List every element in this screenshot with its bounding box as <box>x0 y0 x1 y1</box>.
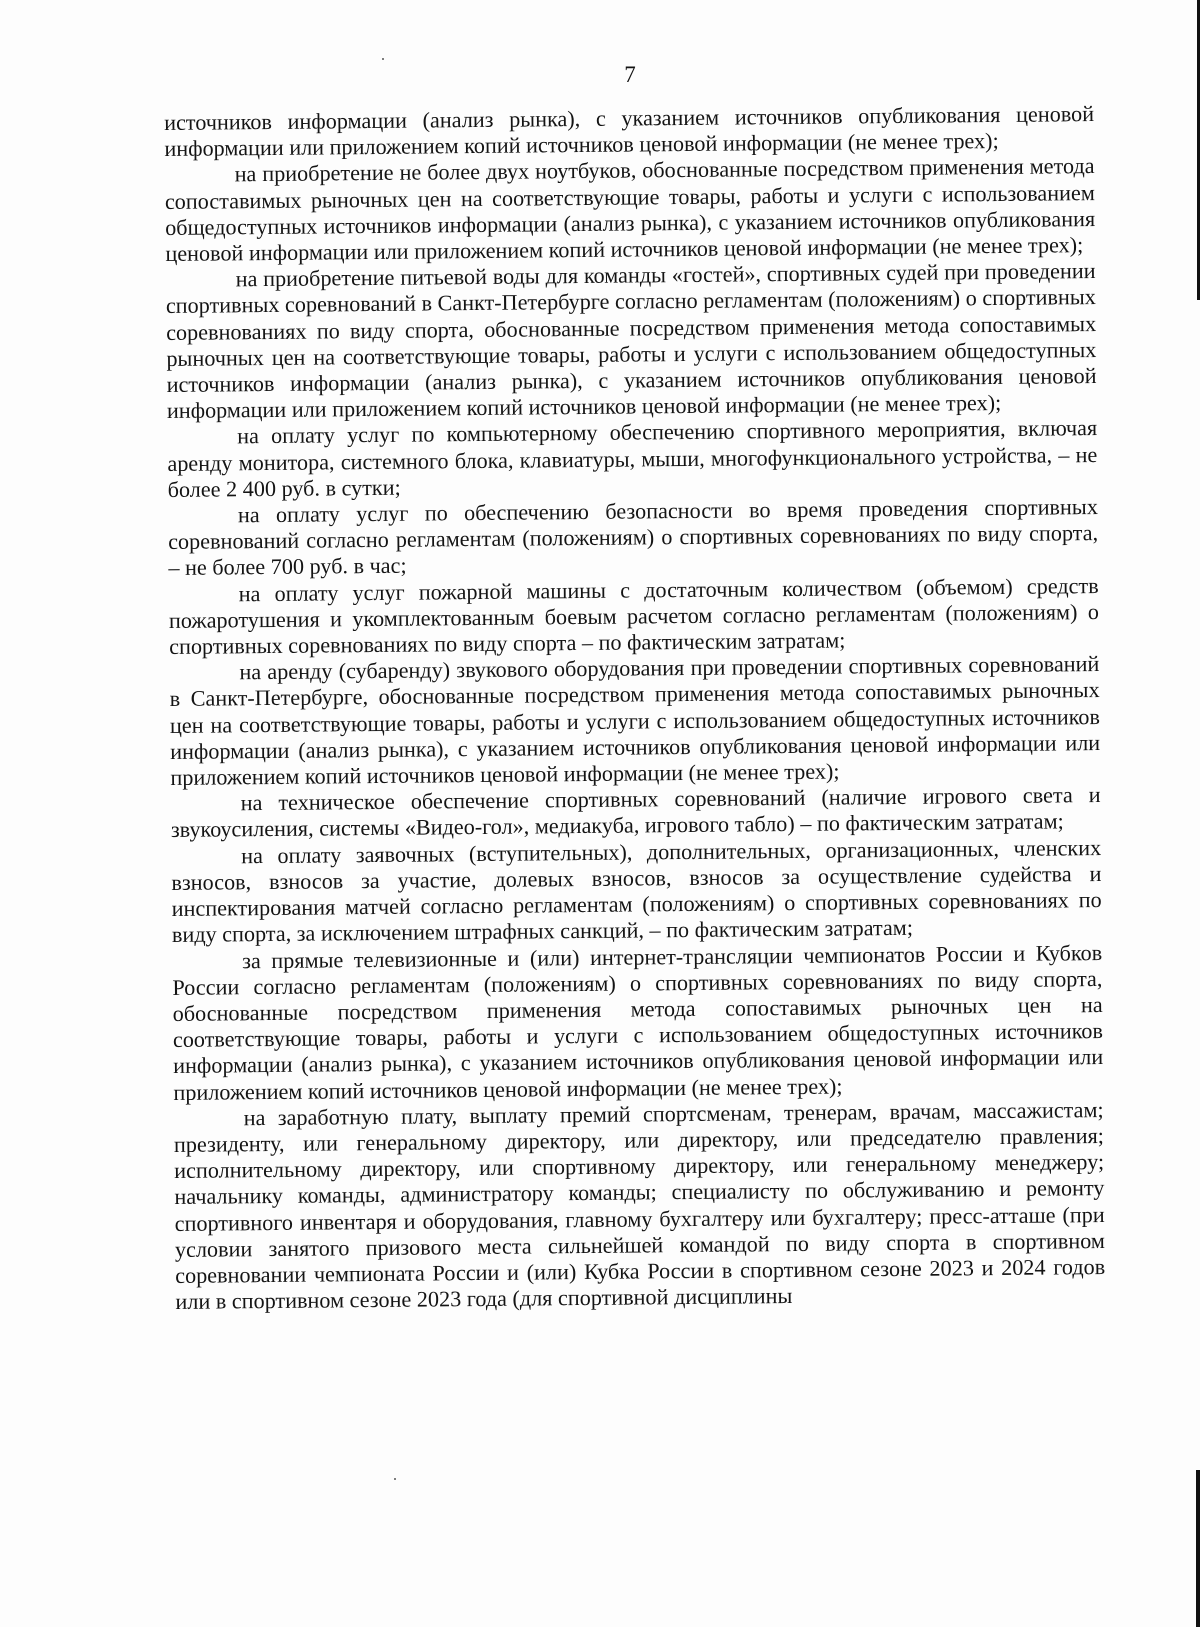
paragraph-fire-truck: на оплату услуг пожарной машины с достаточным количеством (объемом) средств пожаротушения и укомплектованным боевым расчетом согласно регламентам (положениям) о спортивных соревнованиях по виду спорта – по фактическим затратам; <box>168 572 1099 660</box>
paragraph-sound-equipment: на аренду (субаренду) звукового оборудования при проведении спортивных соревнований в Санкт-Петербурге, обоснованные посредством применения метода сопоставимых рыночных цен на соответствующие товары, работы и услуги с использованием общедоступных источников информации (анализ рынка), с указанием источников опубликования ценовой информации или приложением копий источников ценовой информации (не менее трех); <box>169 651 1101 791</box>
scan-speck <box>394 1478 396 1480</box>
paragraph-continuation: источников информации (анализ рынка), с указанием источников опубликования ценовой информации или приложением копий источников ценовой информации (не менее трех); <box>164 101 1095 162</box>
paragraph-laptops: на приобретение не более двух ноутбуков, обоснованные посредством применения метода сопоставимых рыночных цен на соответствующие товары, работы и услуги с использованием общедоступных источников информации (анализ рынка), с указанием источников опубликования ценовой информации или приложением копий источников ценовой информации (не менее трех); <box>164 153 1096 267</box>
scan-edge-mark-bottom <box>1196 1470 1200 1627</box>
document-body <box>164 101 1106 1315</box>
paragraph-computer-support: на оплату услуг по компьютерному обеспечению спортивного мероприятия, включая аренду монитора, системного блока, клавиатуры, мыши, многофункционального устройства, – не более 2 400 руб. в сутки; <box>167 415 1098 502</box>
paragraph-fees: на оплату заявочных (вступительных), дополнительных, организационных, членских взносов, взносов за участие, долевых взносов, взносов за осуществление судейства и инспектирования матчей согласно регламентам (положениям) о спортивных соревнованиях по виду спорта, за исключением штрафных санкций, – по фактическим затратам; <box>171 834 1102 948</box>
scan-speck <box>382 58 384 60</box>
paragraph-security: на оплату услуг по обеспечению безопасности во время проведения спортивных соревнований согласно регламентам (положениям) о спортивных соревнованиях по виду спорта, – не более 700 руб. в час; <box>168 494 1099 581</box>
page-number: 7 <box>624 62 636 87</box>
paragraph-salaries: на заработную плату, выплату премий спортсменам, тренерам, врачам, массажистам; президенту, или генеральному директору, или директору, или председателю правления; исполнительному директору, или спортивному директору, или генеральному менеджеру; начальнику команды, администратору команды; специалисту по обслуживанию и ремонту спортивного инвентаря и оборудования, главному бухгалтеру или бухгалтеру; пресс-атташе (при условии занятого призового места сильнейшей командой по виду спорта в спортивном соревновании чемпионата России и (или) Кубка России в спортивном сезоне 2023 и 2024 годов или в спортивном сезоне 2023 года (для спортивной дисциплины <box>173 1096 1106 1315</box>
paragraph-broadcasts: за прямые телевизионные и (или) интернет-трансляции чемпионатов России и Кубков России согласно регламентам (положениям) о спортивных соревнованиях по виду спорта, обоснованные посредством применения метода сопоставимых рыночных цен на соответствующие товары, работы и услуги с использованием общедоступных источников информации (анализ рынка), с указанием источников опубликования ценовой информации или приложением копий источников ценовой информации (не менее трех); <box>172 939 1104 1105</box>
paragraph-technical-support: на техническое обеспечение спортивных соревнований (наличие игрового света и звукоусиления, системы «Видео-гол», медиакуба, игрового табло) – по фактическим затратам; <box>170 782 1101 843</box>
paragraph-drinking-water: на приобретение питьевой воды для команды «гостей», спортивных судей при проведении спортивных соревнований в Санкт-Петербурге согласно регламентам (положениям) о спортивных соревнованиях по виду спорта, обоснованные посредством применения метода сопоставимых рыночных цен на соответствующие товары, работы и услуги с использованием общедоступных источников информации (анализ рынка), с указанием источников опубликования ценовой информации или приложением копий источников ценовой информации (не менее трех); <box>165 258 1097 424</box>
